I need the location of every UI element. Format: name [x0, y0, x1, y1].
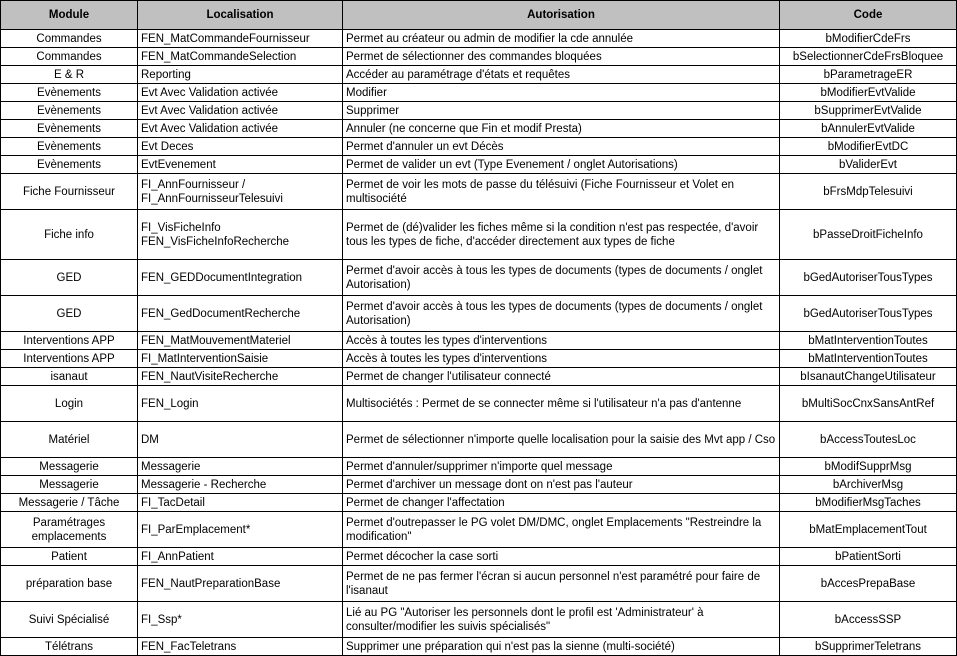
cell-autorisation: Permet d'annuler un evt Décès [343, 138, 780, 156]
localisation-line: Evt Deces [141, 140, 194, 153]
table-row [1, 332, 957, 350]
cell-module: Commandes [1, 30, 138, 48]
localisation-line: FI_TacDetail [141, 496, 205, 509]
cell-code: bArchiverMsg [780, 476, 957, 494]
cell-localisation [138, 156, 343, 174]
localisation-line: FI_AnnPatient [141, 550, 214, 563]
cell-module: Fiche info [1, 210, 138, 260]
cell-module: Evènements [1, 102, 138, 120]
cell-module: Login [1, 386, 138, 422]
table-row [1, 638, 957, 656]
cell-code: bMultiSocCnxSansAntRef [780, 386, 957, 422]
cell-code: bValiderEvt [780, 156, 957, 174]
cell-autorisation: Annuler (ne concerne que Fin et modif Presta) [343, 120, 780, 138]
table-row [1, 102, 957, 120]
cell-localisation [138, 332, 343, 350]
cell-code: bAccessToutesLoc [780, 422, 957, 458]
localisation-line: FEN_NautVisiteRecherche [141, 370, 279, 383]
cell-localisation [138, 84, 343, 102]
localisation-line: Reporting [141, 68, 191, 81]
cell-code: bSelectionnerCdeFrsBloquee [780, 48, 957, 66]
table-row [1, 494, 957, 512]
cell-localisation [138, 30, 343, 48]
localisation-line: DM [141, 433, 159, 446]
cell-module: Fiche Fournisseur [1, 174, 138, 210]
cell-autorisation: Accès à toutes les types d'interventions [343, 332, 780, 350]
cell-code: bMatInterventionToutes [780, 332, 957, 350]
cell-autorisation: Permet décocher la case sorti [343, 548, 780, 566]
column-header-code: Code [780, 1, 957, 30]
cell-module: Commandes [1, 48, 138, 66]
column-header-autorisation: Autorisation [343, 1, 780, 30]
cell-localisation [138, 386, 343, 422]
cell-autorisation: Permet de changer l'affectation [343, 494, 780, 512]
cell-code: bModifierEvtDC [780, 138, 957, 156]
localisation-line: Messagerie - Recherche [141, 478, 267, 491]
cell-localisation [138, 638, 343, 656]
localisation-line: FEN_VisFicheInfoRecherche [141, 235, 290, 248]
cell-module: E & R [1, 66, 138, 84]
cell-autorisation: Accéder au paramétrage d'états et requêtes [343, 66, 780, 84]
cell-code: bAccesPrepaBase [780, 566, 957, 602]
localisation-line: Messagerie [141, 460, 201, 473]
cell-autorisation: Multisociétés : Permet de se connecter même si l'utilisateur n'a pas d'antenne [343, 386, 780, 422]
cell-autorisation: Permet de ne pas fermer l'écran si aucun personnel n'est paramétré pour faire de l'isanaut [343, 566, 780, 602]
cell-localisation [138, 566, 343, 602]
cell-code: bSupprimerTeletrans [780, 638, 957, 656]
cell-autorisation: Permet de changer l'utilisateur connecté [343, 368, 780, 386]
table-row [1, 566, 957, 602]
cell-autorisation: Permet de sélectionner des commandes bloquées [343, 48, 780, 66]
cell-code: bGedAutoriserTousTypes [780, 260, 957, 296]
localisation-line: FEN_NautPreparationBase [141, 577, 281, 590]
table-row [1, 350, 957, 368]
cell-code: bAnnulerEvtValide [780, 120, 957, 138]
cell-localisation [138, 350, 343, 368]
cell-module: GED [1, 296, 138, 332]
table-row [1, 66, 957, 84]
localisation-line: FEN_GedDocumentRecherche [141, 307, 301, 320]
cell-code: bMatInterventionToutes [780, 350, 957, 368]
cell-code: bGedAutoriserTousTypes [780, 296, 957, 332]
cell-autorisation: Permet d'avoir accès à tous les types de documents (types de documents / onglet Autorisation) [343, 296, 780, 332]
column-header-localisation: Localisation [138, 1, 343, 30]
table-header [1, 1, 957, 30]
localisation-line: FEN_MatCommandeFournisseur [141, 32, 310, 45]
cell-module: Télétrans [1, 638, 138, 656]
table-row [1, 422, 957, 458]
cell-code: bModifierEvtValide [780, 84, 957, 102]
cell-autorisation: Permet de voir les mots de passe du télésuivi (Fiche Fournisseur et Volet en multisociété [343, 174, 780, 210]
table-row [1, 548, 957, 566]
cell-localisation [138, 296, 343, 332]
cell-module: préparation base [1, 566, 138, 602]
table-row [1, 386, 957, 422]
table-row [1, 296, 957, 332]
cell-code: bModifierMsgTaches [780, 494, 957, 512]
cell-module: Paramétrages emplacements [1, 512, 138, 548]
cell-autorisation: Permet de sélectionner n'importe quelle localisation pour la saisie des Mvt app / Cso [343, 422, 780, 458]
cell-localisation [138, 138, 343, 156]
localisation-line: FI_VisFicheInfo [141, 221, 221, 234]
localisation-line: FEN_MatMouvementMateriel [141, 334, 291, 347]
cell-autorisation: Permet d'avoir accès à tous les types de documents (types de documents / onglet Autorisation) [343, 260, 780, 296]
cell-autorisation: Supprimer une préparation qui n'est pas la sienne (multi-société) [343, 638, 780, 656]
cell-localisation [138, 120, 343, 138]
table-row [1, 30, 957, 48]
cell-module: Evènements [1, 120, 138, 138]
table-row [1, 512, 957, 548]
localisation-line: FI_AnnFournisseur / [141, 178, 246, 191]
column-header-module: Module [1, 1, 138, 30]
cell-localisation [138, 512, 343, 548]
cell-autorisation: Permet au créateur ou admin de modifier la cde annulée [343, 30, 780, 48]
localisation-line: FEN_GEDDocumentIntegration [141, 271, 303, 284]
cell-localisation [138, 174, 343, 210]
localisation-line: FI_AnnFournisseurTelesuivi [141, 192, 283, 205]
cell-autorisation: Modifier [343, 84, 780, 102]
cell-code: bModifSupprMsg [780, 458, 957, 476]
cell-code: bMatEmplacementTout [780, 512, 957, 548]
cell-code: bPatientSorti [780, 548, 957, 566]
cell-module: Interventions APP [1, 332, 138, 350]
cell-module: Matériel [1, 422, 138, 458]
localisation-line: FI_Ssp* [141, 613, 182, 626]
cell-module: Messagerie [1, 476, 138, 494]
cell-localisation [138, 260, 343, 296]
table-row [1, 156, 957, 174]
cell-code: bSupprimerEvtValide [780, 102, 957, 120]
cell-module: Evènements [1, 138, 138, 156]
cell-localisation [138, 210, 343, 260]
cell-module: Evènements [1, 84, 138, 102]
cell-autorisation: Supprimer [343, 102, 780, 120]
cell-module: Messagerie / Tâche [1, 494, 138, 512]
cell-autorisation: Permet de valider un evt (Type Evenement / onglet Autorisations) [343, 156, 780, 174]
table-body [1, 30, 957, 656]
localisation-line: Evt Avec Validation activée [141, 104, 279, 117]
localisation-line: FEN_FacTeletrans [141, 640, 237, 653]
cell-code: bParametrageER [780, 66, 957, 84]
cell-module: Suivi Spécialisé [1, 602, 138, 638]
cell-localisation [138, 494, 343, 512]
table-row [1, 210, 957, 260]
cell-module: Patient [1, 548, 138, 566]
cell-localisation [138, 548, 343, 566]
cell-autorisation: Permet d'annuler/supprimer n'importe quel message [343, 458, 780, 476]
cell-module: isanaut [1, 368, 138, 386]
cell-autorisation: Lié au PG "Autoriser les personnels dont le profil est 'Administrateur' à consulter/modifier les suivis spécialisés" [343, 602, 780, 638]
cell-localisation [138, 602, 343, 638]
localisation-line: FEN_MatCommandeSelection [141, 50, 297, 63]
cell-module: GED [1, 260, 138, 296]
cell-code: bPasseDroitFicheInfo [780, 210, 957, 260]
table-row [1, 602, 957, 638]
cell-localisation [138, 48, 343, 66]
header-row [1, 1, 957, 30]
cell-localisation [138, 66, 343, 84]
cell-module: Interventions APP [1, 350, 138, 368]
cell-module: Evènements [1, 156, 138, 174]
table-row [1, 260, 957, 296]
cell-autorisation: Permet d'archiver un message dont on n'est pas l'auteur [343, 476, 780, 494]
cell-code: bAccessSSP [780, 602, 957, 638]
table-row [1, 174, 957, 210]
table-row [1, 84, 957, 102]
cell-localisation [138, 422, 343, 458]
table-row [1, 476, 957, 494]
cell-code: bIsanautChangeUtilisateur [780, 368, 957, 386]
cell-autorisation: Accès à toutes les types d'interventions [343, 350, 780, 368]
table-row [1, 138, 957, 156]
cell-code: bFrsMdpTelesuivi [780, 174, 957, 210]
cell-localisation [138, 476, 343, 494]
table-row [1, 120, 957, 138]
table-row [1, 48, 957, 66]
cell-localisation [138, 368, 343, 386]
cell-code: bModifierCdeFrs [780, 30, 957, 48]
cell-localisation [138, 102, 343, 120]
cell-autorisation: Permet de (dé)valider les fiches même si la condition n'est pas respectée, d'avoir tous les types de fiche, d'accéder directement aux types de fiche [343, 210, 780, 260]
localisation-line: Evt Avec Validation activée [141, 122, 279, 135]
table-row [1, 458, 957, 476]
localisation-line: Evt Avec Validation activée [141, 86, 279, 99]
table-row [1, 368, 957, 386]
cell-localisation [138, 458, 343, 476]
cell-module: Messagerie [1, 458, 138, 476]
localisation-line: FI_ParEmplacement* [141, 523, 251, 536]
localisation-line: FI_MatInterventionSaisie [141, 352, 269, 365]
cell-autorisation: Permet d'outrepasser le PG volet DM/DMC, onglet Emplacements "Restreindre la modification" [343, 512, 780, 548]
localisation-line: EvtEvenement [141, 158, 216, 171]
localisation-line: FEN_Login [141, 397, 199, 410]
